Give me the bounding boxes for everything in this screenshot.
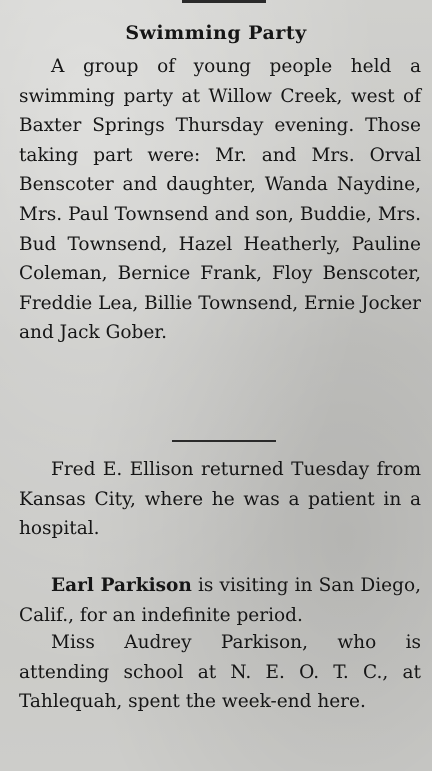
brief-audrey-parkison: Miss Audrey Parkison, who is attending school at N. E. O. T. C., at Tahlequah, spent the week-end here.: [19, 632, 421, 713]
article-body: A group of young people held a swimming party at Willow Creek, west of Baxter Springs Thursday evening. Those taking part were: Mr. and Mrs. Orval Benscoter and daughter, Wanda Naydine, Mrs. Paul Townsend and son, Buddie, Mrs. Bud Townsend, Hazel Heatherly, Pauline Coleman, Bernice Frank, Floy Benscoter, Freddie Lea, Billie Townsend, Ernie Jocker and Jack Gober.: [19, 56, 421, 344]
article-headline: Swimming Party: [125, 22, 307, 44]
brief-earl-parkison: [19, 571, 421, 630]
section-divider: [172, 440, 276, 442]
top-rule: [182, 0, 266, 3]
brief-lead-name: Earl Parkison: [51, 575, 192, 596]
brief-ellison: Fred E. Ellison returned Tuesday from Kansas City, where he was a patient in a hospital.: [19, 459, 421, 540]
brief-text: is visiting in San Diego, Calif., for an indefinite period.: [19, 575, 421, 626]
